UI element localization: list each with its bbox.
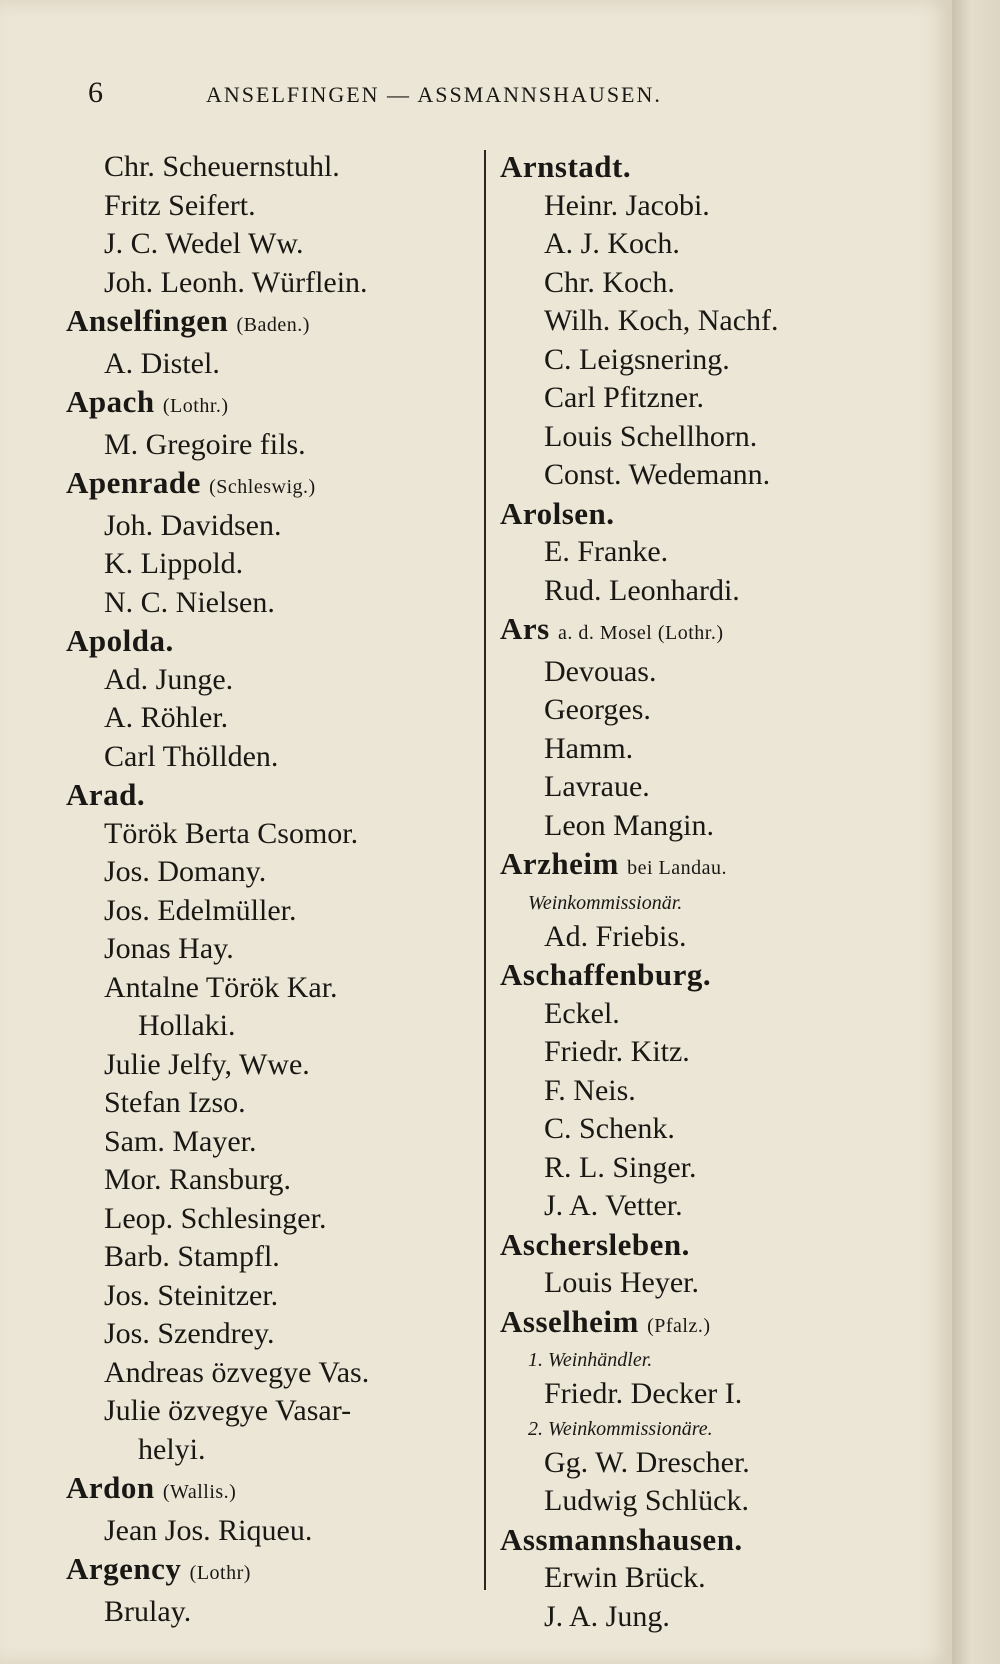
directory-section [66,776,476,1469]
directory-section [500,845,910,956]
directory-section [66,1550,476,1631]
place-note: (Lothr.) [162,395,229,417]
place-heading [500,956,910,995]
directory-section [66,302,476,383]
place-heading [66,776,476,815]
place-heading [500,1303,910,1346]
directory-entry-continuation: Hollaki. [138,1009,236,1042]
directory-entry: Jos. Steinitzer. [104,1278,279,1312]
directory-entry-continuation: helyi. [138,1432,206,1466]
directory-entry: Wilh. Koch, Nachf. [544,304,779,337]
page-edge [952,0,1000,1664]
directory-entry: Ad. Junge. [104,662,234,696]
directory-entry: Hamm. [544,731,634,765]
place-heading [66,622,476,661]
directory-entry: Julie özvegye Vasar- [104,1394,352,1427]
directory-entry: Antalne Török Kar. [104,970,338,1004]
directory-section [500,956,910,1226]
directory-section [66,622,476,776]
place-name: Apach [66,384,155,419]
column-divider [484,150,486,1590]
place-note: (Schleswig.) [209,476,316,498]
directory-entry: N. C. Nielsen. [104,585,275,619]
place-note: (Pfalz.) [647,1314,711,1337]
running-title: ANSELFINGEN — ASSMANNSHAUSEN. [206,82,662,107]
directory-entry: Louis Schellhorn. [544,419,758,453]
directory-entry: J. A. Vetter. [544,1189,683,1222]
directory-entry: Heinr. Jacobi. [544,188,710,222]
place-note: bei Landau. [627,857,727,879]
place-name: Asselheim [500,1303,639,1339]
directory-entry: Georges. [544,693,651,726]
directory-entry: Joh. Leonh. Würflein. [104,265,368,299]
directory-entry: Török Berta Csomor. [104,816,359,850]
directory-entry: Devouas. [544,654,657,688]
directory-entry: C. Leigsnering. [544,342,730,376]
place-heading [500,495,910,534]
place-name: Arolsen. [500,495,615,531]
place-name: Aschersleben. [500,1226,690,1262]
directory-entry: Friedr. Kitz. [544,1035,690,1068]
directory-entry: Chr. Koch. [544,265,675,299]
directory-entry: Louis Heyer. [544,1266,699,1299]
place-note: (Lothr) [189,1562,251,1584]
place-heading [500,1226,910,1265]
place-heading [66,302,476,345]
right-column [500,148,910,1636]
place-name: Arzheim [500,846,619,881]
directory-entry: Fritz Seifert. [104,188,256,222]
directory-entry: Friedr. Decker I. [544,1377,743,1410]
directory-entry: Sam. Mayer. [104,1124,257,1158]
directory-entry: J. C. Wedel Ww. [104,227,304,260]
place-heading [66,1469,476,1512]
place-name: Apolda. [66,623,174,658]
directory-entry: Chr. Scheuernstuhl. [104,150,340,183]
directory-section [500,1303,910,1521]
trade-role: 1. Weinhändler. [528,1349,653,1371]
place-note: (Baden.) [236,314,310,336]
trade-role: Weinkommissionär. [528,891,683,914]
directory-entry: Erwin Brück. [544,1561,706,1594]
directory-section [500,495,910,611]
place-name: Arad. [66,777,146,812]
directory-entry: Andreas özvegye Vas. [104,1355,370,1389]
directory-entry: Jos. Domany. [104,855,267,888]
trade-role: 2. Weinkommissionäre. [528,1417,713,1440]
page-number: 6 [88,76,103,109]
place-name: Arnstadt. [500,149,632,184]
place-name: Apenrade [66,465,201,500]
directory-section [500,148,910,495]
place-heading [500,148,910,187]
place-name: Ars [500,611,550,646]
directory-entry: Ad. Friebis. [544,919,687,953]
directory-section [500,1521,910,1637]
directory-section [66,383,476,464]
directory-entry: J. A. Jung. [544,1599,670,1633]
directory-entry: Jean Jos. Riqueu. [104,1513,313,1547]
directory-entry: M. Gregoire fils. [104,427,306,461]
directory-entry: F. Neis. [544,1073,636,1107]
directory-entry: Carl Thöllden. [104,739,279,773]
directory-entry: Const. Wedemann. [544,458,771,491]
directory-entry: A. Röhler. [104,701,229,734]
place-heading [66,383,476,426]
place-heading [500,610,910,653]
directory-entry: A. J. Koch. [544,227,680,260]
directory-entry: Barb. Stampfl. [104,1240,280,1273]
directory-section [66,464,476,622]
directory-entry: Brulay. [104,1594,192,1628]
directory-section [66,148,476,302]
directory-entry: R. L. Singer. [544,1150,697,1184]
directory-entry: C. Schenk. [544,1112,675,1145]
directory-entry: Eckel. [544,996,620,1030]
left-column [66,148,476,1631]
directory-section [500,610,910,845]
place-heading [500,1521,910,1560]
directory-entry: Jos. Szendrey. [104,1317,275,1350]
directory-entry: Lavraue. [544,770,650,803]
directory-entry: K. Lippold. [104,547,244,580]
directory-entry: Joh. Davidsen. [104,508,282,542]
directory-entry: A. Distel. [104,346,220,380]
place-name: Argency [66,1551,182,1586]
directory-entry: E. Franke. [544,535,669,568]
place-name: Aschaffenburg. [500,957,712,992]
place-heading [500,845,910,888]
place-note: (Wallis.) [162,1481,237,1503]
directory-entry: Stefan Izso. [104,1086,246,1119]
place-heading [66,1550,476,1593]
directory-entry: Jonas Hay. [104,932,234,965]
place-name: Ardon [66,1470,155,1505]
directory-entry: Gg. W. Drescher. [544,1445,750,1479]
directory-section [500,1226,910,1303]
directory-entry: Ludwig Schlück. [544,1484,749,1517]
directory-entry: Leop. Schlesinger. [104,1201,327,1235]
place-heading [66,464,476,507]
directory-entry: Jos. Edelmüller. [104,893,297,927]
directory-entry: Julie Jelfy, Wwe. [104,1047,310,1081]
place-name: Assmannshausen. [500,1521,743,1557]
directory-entry: Mor. Ransburg. [104,1163,291,1196]
place-name: Anselfingen [66,303,229,338]
directory-section [66,1469,476,1550]
place-note: a. d. Mosel (Lothr.) [557,622,724,644]
directory-entry: Leon Mangin. [544,808,714,842]
directory-entry: Rud. Leonhardi. [544,573,740,607]
directory-entry: Carl Pfitzner. [544,381,704,414]
